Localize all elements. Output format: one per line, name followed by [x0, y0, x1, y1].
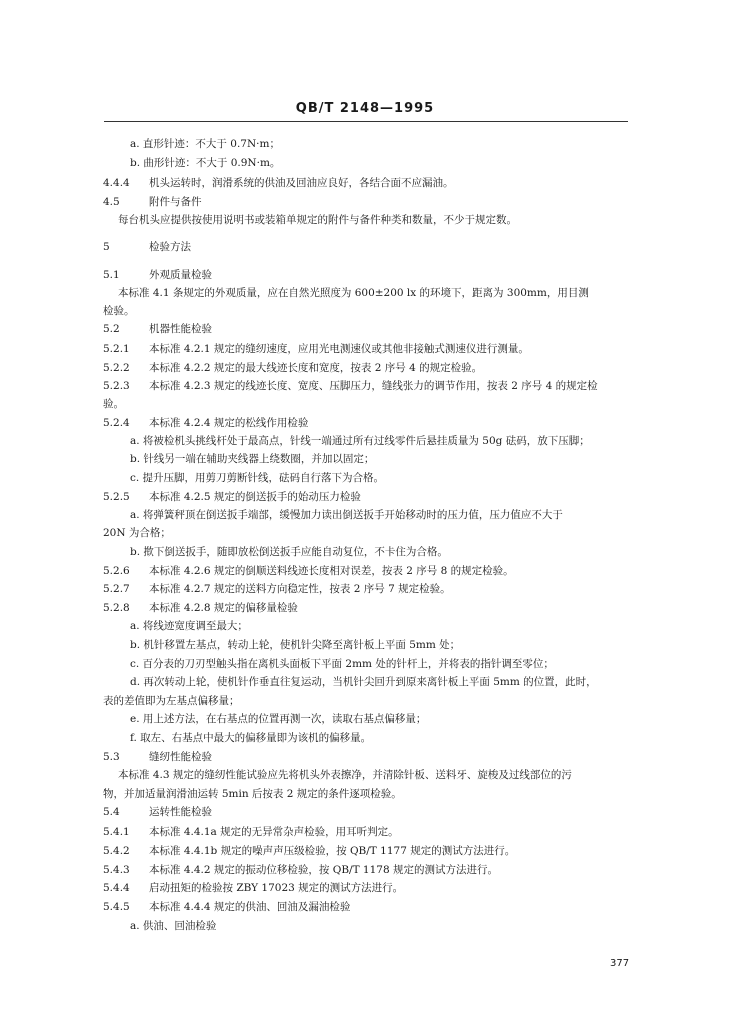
section-line	[103, 379, 598, 393]
section-number: 5.4	[103, 806, 120, 818]
section-number: 5.3	[103, 751, 120, 763]
section-number: 5.4.1	[103, 826, 130, 838]
list-item-line	[130, 452, 374, 466]
page-number: 377	[610, 958, 630, 969]
section-line	[103, 564, 514, 578]
line-text: 检验。	[103, 305, 135, 317]
section-line	[103, 900, 350, 914]
line-text: 附件与备件	[149, 196, 202, 208]
line-text: 机器性能检验	[149, 323, 212, 335]
section-line	[103, 176, 454, 190]
section-number: 5.2.4	[103, 417, 130, 429]
paragraph-line	[118, 286, 589, 300]
paragraph-line	[103, 787, 402, 801]
section-line	[103, 825, 399, 839]
line-text: f. 取左、右基点中最大的偏移量即为该机的偏移量。	[130, 732, 372, 744]
line-text: 运转性能检验	[149, 806, 212, 818]
section-number: 4.4.4	[103, 177, 130, 189]
line-text: 检验方法	[149, 241, 191, 253]
header-rule	[104, 121, 628, 122]
line-text: 本标准 4.2.6 规定的倒顺送料线迹长度相对误差，按表 2 序号 8 的规定检验。	[149, 565, 514, 577]
line-text: a. 将弹簧秤顶在倒送扳手端部，缓慢加力读出倒送扳手开始移动时的压力值，压力值应不大于	[130, 509, 563, 521]
line-text: 本标准 4.3 规定的缝纫性能试验应先将机头外表擦净，并清除针板、送料牙、旋梭及过线部位的污	[118, 769, 572, 781]
line-text: b. 机针移置左基点，转动上轮，使机针尖降至离针板上平面 5mm 处；	[130, 639, 461, 651]
standard-code-header: QB/T 2148—1995	[295, 101, 435, 116]
line-text: 外观质量检验	[149, 269, 212, 281]
paragraph-line	[118, 768, 572, 782]
line-text: 本标准 4.2.5 规定的倒送扳手的始动压力检验	[149, 491, 361, 503]
list-item-line	[130, 619, 248, 633]
list-item-line	[130, 137, 280, 151]
list-item-line	[130, 434, 590, 448]
section-number: 5.2.2	[103, 362, 130, 374]
line-text: 表的差值即为左基点偏移量；	[103, 695, 240, 707]
line-text: 每台机头应提供按使用说明书或装箱单规定的附件与备件种类和数量，不少于规定数。	[118, 214, 517, 226]
paragraph-line	[103, 694, 240, 708]
line-text: a. 直形针迹：不大于 0.7N·m；	[130, 138, 280, 150]
section-number: 5.4.3	[103, 864, 130, 876]
section-line	[103, 416, 308, 430]
line-text: b. 针线另一端在辅助夹线器上绕数圈，并加以固定；	[130, 453, 375, 465]
section-number: 5.2.5	[103, 491, 130, 503]
section-line	[103, 240, 191, 254]
section-line	[103, 268, 212, 282]
list-item-line	[130, 156, 280, 170]
section-number: 5.1	[103, 269, 120, 281]
line-text: c. 提升压脚，用剪刀剪断针线，砝码自行落下为合格。	[130, 472, 385, 484]
line-text: 本标准 4.4.1b 规定的噪声声压级检验，按 QB/T 1177 规定的测试方法进行。	[149, 845, 516, 857]
paragraph-line	[103, 397, 124, 411]
list-item-line	[130, 675, 597, 689]
section-number: 5	[103, 241, 110, 253]
section-line	[103, 361, 482, 375]
line-text: a. 将被检机头挑线杆处于最高点，针线一端通过所有过线零件后悬挂质量为 50g 砝码，放下压脚；	[130, 435, 590, 447]
line-text: 缝纫性能检验	[149, 751, 212, 763]
section-number: 5.4.4	[103, 882, 130, 894]
line-text: 本标准 4.2.8 规定的偏移量检验	[149, 602, 298, 614]
section-line	[103, 844, 515, 858]
section-line	[103, 863, 498, 877]
section-line	[103, 750, 212, 764]
paragraph-line	[118, 213, 517, 227]
line-text: 验。	[103, 398, 124, 410]
list-item-line	[130, 545, 448, 559]
line-text: d. 再次转动上轮，使机针作垂直往复运动，当机针尖回升到原来离针板上平面 5mm 的位置，此时，	[130, 676, 597, 688]
line-text: 本标准 4.4.1a 规定的无异常杂声检验，用耳听判定。	[149, 826, 399, 838]
section-number: 4.5	[103, 196, 120, 208]
line-text: 20N 为合格；	[103, 527, 171, 539]
line-text: 物，并加适量润滑油运转 5min 后按表 2 规定的条件逐项检验。	[103, 788, 402, 800]
line-text: b. 揿下倒送扳手，随即放松倒送扳手应能自动复位，不卡住为合格。	[130, 546, 448, 558]
section-number: 5.2.8	[103, 602, 130, 614]
line-text: b. 曲形针迹：不大于 0.9N·m。	[130, 157, 281, 169]
line-text: e. 用上述方法，在右基点的位置再测一次，读取右基点偏移量；	[130, 713, 427, 725]
line-text: 本标准 4.2.1 规定的缝纫速度，应用光电测速仪或其他非接触式测速仪进行测量。	[149, 343, 529, 355]
section-line	[103, 601, 298, 615]
line-text: 本标准 4.2.3 规定的线迹长度、宽度、压脚压力，缝线张力的调节作用，按表 2 序号 4 的规定检	[149, 380, 598, 392]
line-text: 本标准 4.2.4 规定的松线作用检验	[149, 417, 309, 429]
line-text: c. 百分表的刀刃型触头指在离机头面板下平面 2mm 处的针杆上，并将表的指针调至零位；	[130, 658, 554, 670]
section-line	[103, 342, 529, 356]
section-line	[103, 322, 212, 336]
line-text: 本标准 4.2.2 规定的最大线迹长度和宽度，按表 2 序号 4 的规定检验。	[149, 362, 483, 374]
section-number: 5.4.5	[103, 901, 130, 913]
section-line	[103, 881, 403, 895]
section-number: 5.2.1	[103, 343, 130, 355]
paragraph-line	[103, 304, 135, 318]
section-line	[103, 195, 202, 209]
section-number: 5.2.3	[103, 380, 130, 392]
section-number: 5.4.2	[103, 845, 130, 857]
line-text: 本标准 4.2.7 规定的送料方向稳定性，按表 2 序号 7 规定检验。	[149, 583, 451, 595]
section-line	[103, 490, 361, 504]
list-item-line	[130, 471, 384, 485]
list-item-line	[130, 919, 216, 933]
list-item-line	[130, 638, 460, 652]
paragraph-line	[103, 526, 171, 540]
list-item-line	[130, 657, 554, 671]
section-number: 5.2.7	[103, 583, 130, 595]
line-text: a. 供油、回油检验	[130, 920, 217, 932]
list-item-line	[130, 712, 426, 726]
line-text: 本标准 4.4.2 规定的振动位移检验，按 QB/T 1178 规定的测试方法进行。	[149, 864, 498, 876]
line-text: a. 将线迹宽度调至最大；	[130, 620, 248, 632]
list-item-line	[130, 731, 371, 745]
section-line	[103, 582, 451, 596]
line-text: 本标准 4.4.4 规定的供油、回油及漏油检验	[149, 901, 351, 913]
list-item-line	[130, 508, 563, 522]
section-number: 5.2	[103, 323, 120, 335]
section-number: 5.2.6	[103, 565, 130, 577]
section-line	[103, 805, 212, 819]
line-text: 启动扭矩的检验按 ZBY 17023 规定的测试方法进行。	[149, 882, 404, 894]
line-text: 机头运转时，润滑系统的供油及回油应良好，各结合面不应漏油。	[149, 177, 454, 189]
line-text: 本标准 4.1 条规定的外观质量，应在自然光照度为 600±200 lx 的环境下，距离为 300mm，用目测	[118, 287, 589, 299]
